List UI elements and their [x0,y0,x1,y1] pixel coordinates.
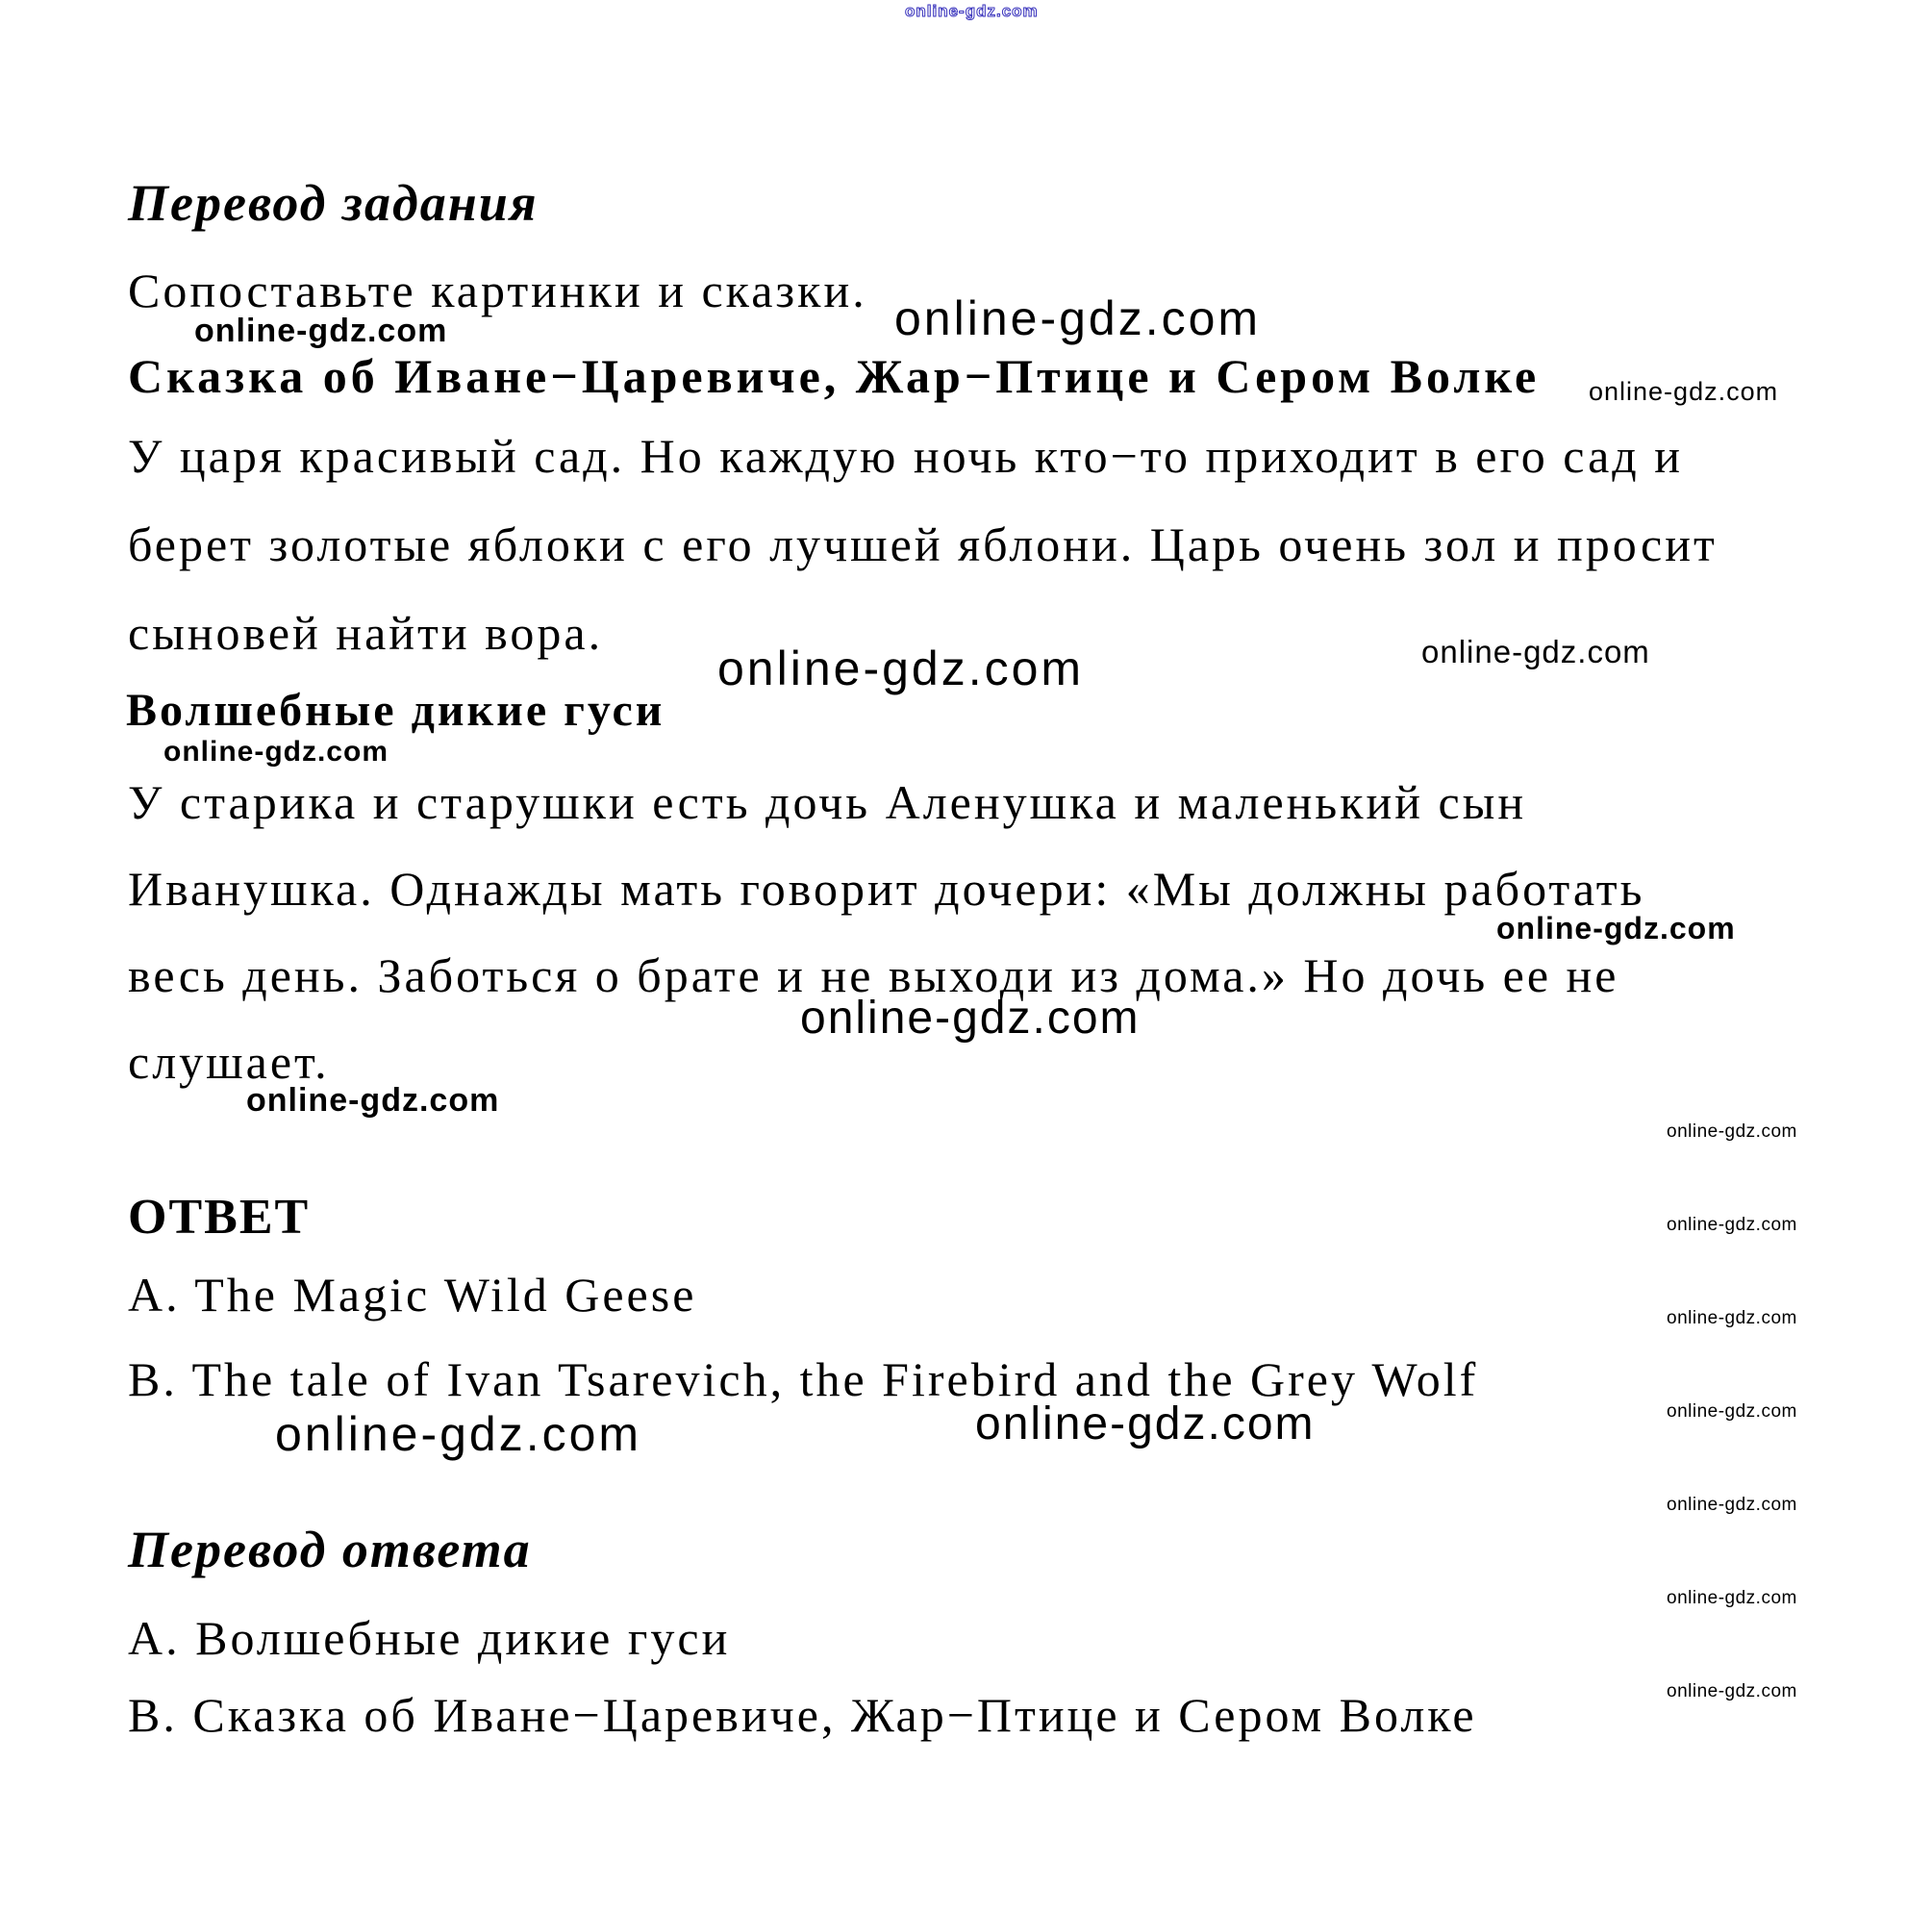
task-intro: Сопоставьте картинки и сказки. [128,264,867,317]
watermark: online-gdz.com [1421,634,1650,669]
story2-line: слушает. [128,1035,330,1089]
story1-line: сыновей найти вора. [128,606,604,660]
watermark: online-gdz.com [163,736,389,768]
watermark: online-gdz.com [1667,1588,1797,1608]
story1-line: У царя красивый сад. Но каждую ночь кто−то приходит в его сад и [128,429,1683,483]
watermark: online-gdz.com [1667,1215,1797,1235]
watermark: online-gdz.com [275,1407,642,1461]
story2-paragraph [128,759,1644,1105]
watermark: online-gdz.com [1589,377,1779,406]
story2-line: весь день. Заботься о брате и не выходи из дома.» Но дочь ее не [128,948,1619,1002]
story2-line: Иванушка. Однажды мать говорит дочери: «Мы должны работать [128,862,1645,916]
task-translation-heading: Перевод задания [128,174,539,232]
answer-item-b: B. The tale of Ivan Tsarevich, the Firebird and the Grey Wolf [128,1352,1479,1406]
story1-title: Сказка об Иване−Царевиче, Жар−Птице и Сером Волке [128,349,1541,403]
watermark: online-gdz.com [717,642,1085,695]
story1-line: берет золотые яблоки с его лучшей яблони. Царь очень зол и просит [128,517,1718,571]
answer-translation-heading: Перевод ответа [128,1521,532,1578]
watermark: online-gdz.com [1667,1308,1797,1328]
answer-heading: ОТВЕТ [128,1190,311,1245]
answer-translation-item-a: A. Волшебные дикие гуси [128,1611,731,1665]
watermark: online-gdz.com [1496,911,1736,945]
watermark: online-gdz.com [246,1082,500,1119]
watermark-top: online-gdz.com [905,2,1039,20]
watermark: online-gdz.com [894,291,1262,345]
watermark: online-gdz.com [1667,1121,1797,1142]
watermark: online-gdz.com [1667,1681,1797,1701]
watermark: online-gdz.com [800,993,1141,1044]
watermark: online-gdz.com [1667,1495,1797,1515]
watermark: online-gdz.com [1667,1401,1797,1422]
story2-line: У старика и старушки есть дочь Аленушка и маленький сын [128,775,1527,829]
story2-title: Волшебные дикие гуси [126,685,665,736]
answer-item-a: A. The Magic Wild Geese [128,1268,697,1322]
watermark: online-gdz.com [194,313,448,349]
watermark: online-gdz.com [975,1398,1316,1449]
answer-translation-item-b: B. Сказка об Иване−Царевиче, Жар−Птице и Сером Волке [128,1688,1477,1742]
